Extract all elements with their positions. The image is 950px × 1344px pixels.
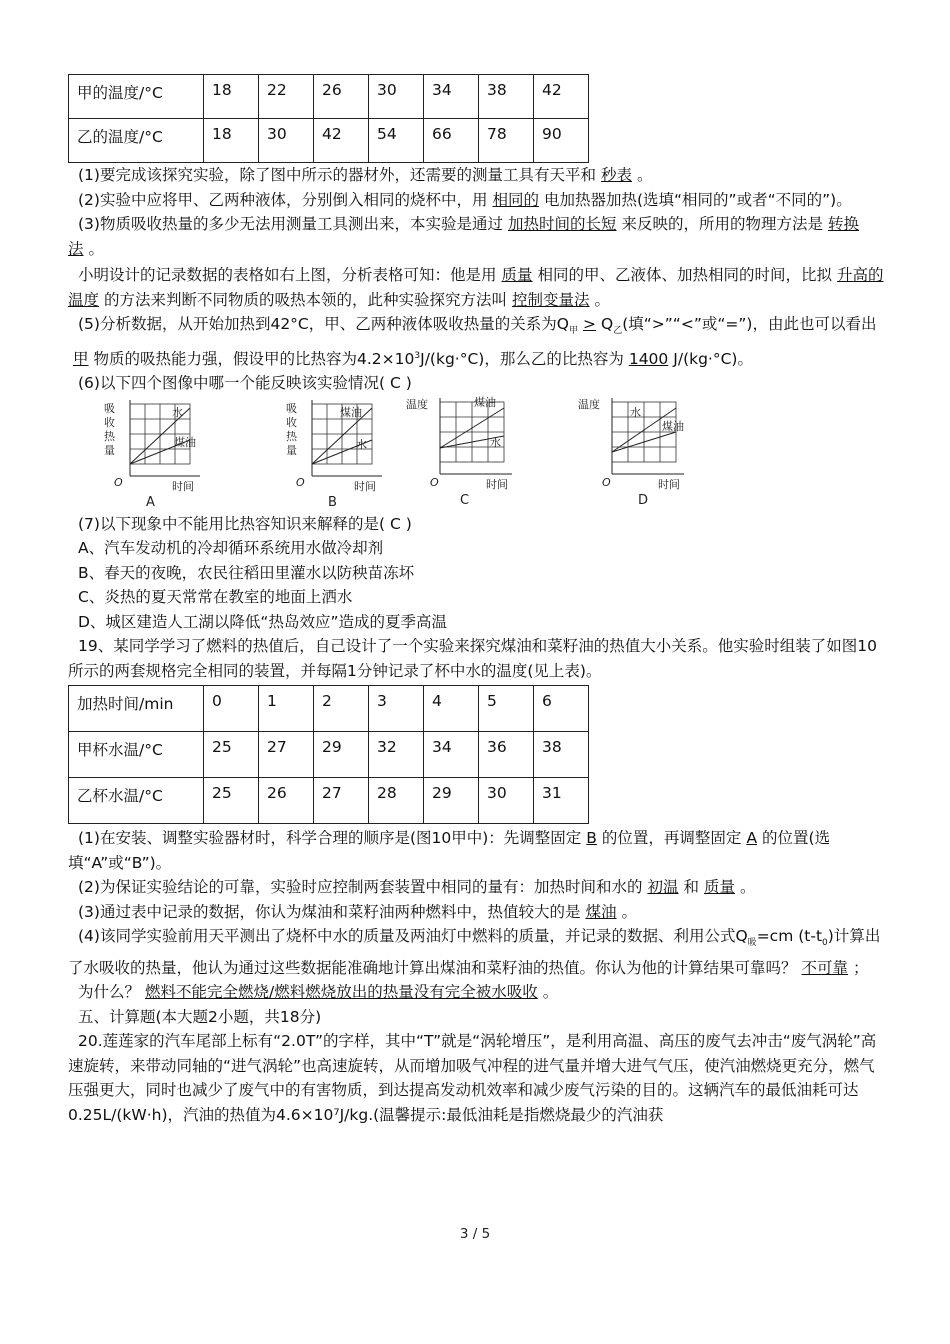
table-cell: 3 <box>369 686 424 732</box>
option-c: C、炎热的夏天常常在教室的地面上洒水 <box>78 588 353 607</box>
answer: 不可靠 <box>801 958 849 977</box>
svg-text:水: 水 <box>356 437 367 451</box>
answer: B <box>586 829 597 848</box>
table-cell: 乙的温度/°C <box>69 119 204 163</box>
svg-text:收: 收 <box>286 415 297 429</box>
page-content <box>68 74 886 1127</box>
y-label: 热 <box>104 429 115 443</box>
table-cell: 18 <box>204 75 259 119</box>
table-row <box>69 732 589 778</box>
graph-a <box>98 396 218 512</box>
question-5: (5)分析数据，从开始加热到42°C，甲、乙两种液体吸收热量的关系为$Q_甲 > Q_乙$(填“>”“<”或“=”)，由此也可以看出甲 物质的吸热能力强，假设甲的比热容为$4.2\times 10^3J/(kg\cdot^\circ C)$，那么乙的比热容为 1400 J/(kg·°C)。 <box>68 312 886 371</box>
table-cell: 22 <box>259 75 314 119</box>
table-cell: 26 <box>259 778 314 824</box>
answer: 燃料不能完全燃烧/燃料燃烧放出的热量没有完全被水吸收 <box>145 983 538 1002</box>
table-cell: 38 <box>534 732 589 778</box>
table-row <box>69 686 589 732</box>
table-cell: 42 <box>314 119 369 163</box>
answer: 升高的温度 <box>68 266 884 309</box>
svg-text:O: O <box>430 475 439 489</box>
option-b: B、春天的夜晚，农民往稻田里灌水以防秧苗冻坏 <box>78 563 415 582</box>
table-cell: 1 <box>259 686 314 732</box>
table-cell: 2 <box>314 686 369 732</box>
svg-text:O: O <box>296 475 305 489</box>
question-19-4: (4)该同学实验前用天平测出了烧杯中水的质量及两油灯中燃料的质量，并记录的数据、利用公式$Q_吸=cm$ $(t-t_0)$计算出了水吸收的热量，他认为通过这些数据能准确地计算出煤油和菜籽油的热值。你认为他的计算结果可靠吗？ 不可靠 ； <box>68 927 881 977</box>
svg-text:温度: 温度 <box>406 397 428 411</box>
graph-d <box>576 396 706 512</box>
table-cell: 29 <box>424 778 479 824</box>
question-19-2: (2)为保证实验结论的可靠，实验时应控制两套装置中相同的量有：加热时间和水的 初温 和 质量 。 <box>78 878 756 897</box>
table-cell: 78 <box>479 119 534 163</box>
svg-text:时间: 时间 <box>354 479 376 493</box>
svg-text:水: 水 <box>490 435 501 449</box>
svg-text:B: B <box>328 494 337 508</box>
y-label: 吸 <box>104 401 115 415</box>
section-heading: 五、计算题(本大题2小题，共18分) <box>78 1007 322 1026</box>
svg-text:C: C <box>460 492 470 508</box>
table-cell: 乙杯水温/°C <box>69 778 204 824</box>
svg-text:水: 水 <box>630 405 641 419</box>
table-cell: 34 <box>424 732 479 778</box>
question-19: 19、某同学学习了燃料的热值后，自己设计了一个实验来探究煤油和菜籽油的热值大小关系。他实验时组装了如图10所示的两套规格完全相同的装置，并每隔1分钟记录了杯中水的温度(见上表)。 <box>68 637 877 680</box>
answer: 加热时间的长短 <box>507 215 617 233</box>
svg-text:煤油: 煤油 <box>474 395 496 409</box>
svg-text:量: 量 <box>286 443 297 457</box>
question-3: (3)物质吸收热量的多少无法用测量工具测出来，本实验是通过 加热时间的长短 来反映的，所用的物理方法是 转换法 。 <box>68 215 860 258</box>
question-19-3: (3)通过表中记录的数据，你认为煤油和菜籽油两种燃料中，热值较大的是 煤油 。 <box>78 902 637 921</box>
question-7: (7)以下现象中不能用比热容知识来解释的是( C ) <box>78 514 412 533</box>
answer: 质量 <box>501 266 533 284</box>
answer: 质量 <box>704 878 736 897</box>
table-row <box>69 119 589 163</box>
svg-text:D: D <box>638 492 649 508</box>
table-cell: 38 <box>479 75 534 119</box>
table-cell: 31 <box>534 778 589 824</box>
svg-text:煤油: 煤油 <box>662 419 684 433</box>
svg-text:热: 热 <box>286 429 297 443</box>
table-cell: 30 <box>259 119 314 163</box>
answer: C <box>389 514 401 533</box>
table-cell: 25 <box>204 732 259 778</box>
answer: 初温 <box>647 878 679 897</box>
question-19-5: 为什么？ 燃料不能完全燃烧/燃料燃烧放出的热量没有完全被水吸收 。 <box>78 983 559 1002</box>
graph-b <box>280 396 400 512</box>
answer: 转换法 <box>68 215 860 258</box>
answer: A <box>746 829 758 848</box>
table-cell: 28 <box>369 778 424 824</box>
table-cell: 66 <box>424 119 479 163</box>
table-cell: 18 <box>204 119 259 163</box>
table-row <box>69 778 589 824</box>
page-number: 3 / 5 <box>459 1226 491 1242</box>
svg-text:煤油: 煤油 <box>340 405 362 419</box>
y-label: 收 <box>104 415 115 429</box>
y-label: 量 <box>104 443 115 457</box>
answer: 秒表 <box>600 166 632 184</box>
table-cell: 27 <box>314 778 369 824</box>
table-cell: 4 <box>424 686 479 732</box>
water-temperature-table <box>68 685 589 824</box>
svg-text:水: 水 <box>172 405 183 419</box>
table-cell: 32 <box>369 732 424 778</box>
answer: 甲 <box>73 349 89 368</box>
table-cell: 42 <box>534 75 589 119</box>
table-cell: 5 <box>479 686 534 732</box>
table-cell: 36 <box>479 732 534 778</box>
table-cell: 29 <box>314 732 369 778</box>
answer: 煤油 <box>585 902 617 921</box>
question-6: (6)以下四个图像中哪一个能反映该实验情况( C ) <box>78 374 412 393</box>
option-d: D、城区建造人工湖以降低“热岛效应”造成的夏季高温 <box>78 612 447 631</box>
svg-text:O: O <box>114 475 123 489</box>
svg-text:吸: 吸 <box>286 401 297 415</box>
question-1: (1)要完成该探究实验，除了图中所示的器材外，还需要的测量工具有天平和 秒表 。 <box>78 166 653 184</box>
svg-text:A: A <box>146 494 155 508</box>
table-cell: 甲的温度/°C <box>69 75 204 119</box>
svg-text:时间: 时间 <box>172 479 194 493</box>
graph-c <box>404 396 534 512</box>
temperature-table <box>68 74 589 163</box>
answer: C <box>389 374 401 393</box>
table-row <box>69 75 589 119</box>
table-cell: 甲杯水温/°C <box>69 732 204 778</box>
svg-text:O: O <box>602 475 611 489</box>
svg-text:煤油: 煤油 <box>174 435 196 449</box>
answer: 控制变量法 <box>512 290 590 309</box>
table-cell: 26 <box>314 75 369 119</box>
table-cell: 54 <box>369 119 424 163</box>
table-cell: 加热时间/min <box>69 686 204 732</box>
table-cell: 90 <box>534 119 589 163</box>
answer: > <box>582 315 596 333</box>
table-cell: 25 <box>204 778 259 824</box>
graph-options <box>68 396 886 508</box>
svg-text:温度: 温度 <box>578 397 600 411</box>
question-4: 小明设计的记录数据的表格如右上图，分析表格可知：他是用 质量 相同的甲、乙液体、加热相同的时间，比拟 升高的温度 的方法来判断不同物质的吸热本领的，此种实验探究方法叫 控制变量法 。 <box>68 266 884 309</box>
question-20: 20.莲莲家的汽车尾部上标有“2.0T”的字样，其中“T”就是“涡轮增压”，是利用高温、高压的废气去冲击“废气涡轮”高速旋转，来带动同轴的“进气涡轮”也高速旋转，从而增加吸气冲程的进气量并增大进气气压，使汽油燃烧更充分，燃气压强更大，同时也减少了废气中的有害物质，到达提高发动机效率和减少废气污染的目的。这辆汽车的最低油耗可达0.25L/(kW·h)，汽油的热值为4.6×10⁷J/kg.(温馨提示:最低油耗是指燃烧最少的汽油获 <box>68 1032 877 1124</box>
answer: 1400 <box>628 349 669 368</box>
table-cell: 0 <box>204 686 259 732</box>
svg-text:时间: 时间 <box>658 477 680 491</box>
table-cell: 34 <box>424 75 479 119</box>
svg-text:时间: 时间 <box>486 477 508 491</box>
table-cell: 30 <box>479 778 534 824</box>
option-a: A、汽车发动机的冷却循环系统用水做冷却剂 <box>78 539 384 558</box>
question-2: (2)实验中应将甲、乙两种液体，分别倒入相同的烧杯中，用 相同的 电加热器加热(选填“相同的”或者“不同的”)。 <box>78 190 852 209</box>
question-19-1: (1)在安装、调整实验器材时，科学合理的顺序是(图10甲中)：先调整固定 B 的位置，再调整固定 A 的位置(选填“A”或“B”)。 <box>68 829 831 872</box>
table-cell: 30 <box>369 75 424 119</box>
answer: 相同的 <box>492 190 539 209</box>
table-cell: 6 <box>534 686 589 732</box>
table-cell: 27 <box>259 732 314 778</box>
